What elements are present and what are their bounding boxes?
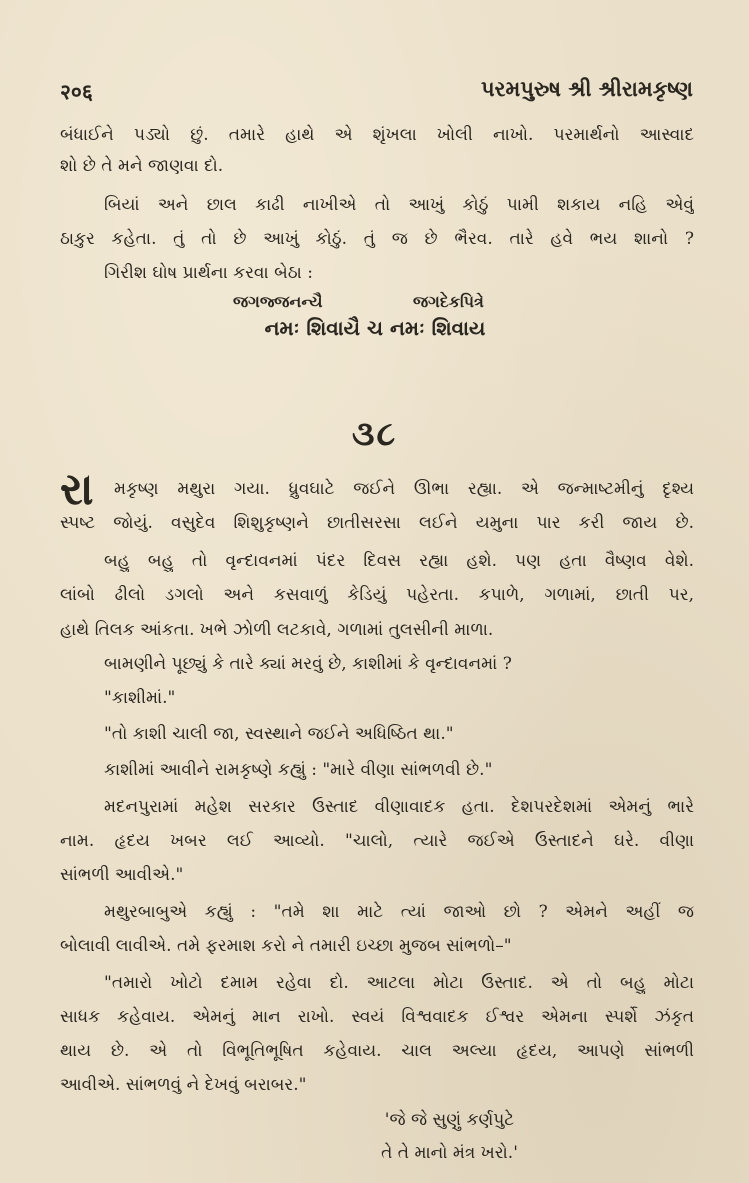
invocation-right: જગદેકપિત્રે [413, 292, 484, 311]
text-line: નામ. હૃદય ખબર લઈ આવ્યો. "ચાલો, ત્યારે જઈએ ઉસ્તાદને ઘરે. વીણા [60, 831, 694, 851]
text-line: "તમારો ખોટો દમામ રહેવા દો. આટલા મોટા ઉસ્તાદ. એ તો બહુ મોટા [104, 973, 694, 993]
text-line: "કાશીમાં." [104, 688, 176, 708]
text-line: કાશીમાં આવીને રામકૃષ્ણે કહ્યું : "મારે વીણા સાંભળવી છે." [104, 760, 493, 780]
text-line: ઠાકુર કહેતા. તું તો છે આખું કોઠું. તું જ છે ભૈરવ. તારે હવે ભય શાનો ? [60, 229, 694, 249]
text-line: બામણીને પૂછ્યું કે તારે ક્યાં મરવું છે, કાશીમાં કે વૃન્દાવનમાં ? [104, 654, 512, 674]
invocation-line: નમઃ શિવાયૈ ચ નમઃ શિવાય [264, 316, 486, 340]
text-line: ગિરીશ ઘોષ પ્રાર્થના કરવા બેઠા : [104, 263, 313, 283]
text-line: સાંભળી આવીએ." [60, 865, 184, 885]
text-line: લાંબો ઢીલો ડગલો અને કસવાળું કેડિયું પહેરતા. કપાળે, ગળામાં, છાતી પર, [60, 585, 694, 605]
text-line: હાથે તિલક આંકતા. ખભે ઝોળી લટકાવે, ગળામાં તુલસીની માળા. [60, 620, 494, 640]
verse-line: 'જે જે સુણું કર્ણપુટે [384, 1110, 515, 1130]
running-title: પરમપુરુષ શ્રી શ્રીરામકૃષ્ણ [480, 76, 693, 101]
invocation-left: જગજ્જનન્યૈ [233, 292, 323, 311]
text-line: બંધાઈને પડ્યો છું. તમારે હાથે એ શૃંખલા ખોલી નાખો. પરમાર્થનો આસ્વાદ [60, 125, 694, 145]
chapter-number: ૩૮ [351, 414, 398, 454]
text-line: થાય છે. એ તો વિભૂતિભૂષિત કહેવાય. ચાલ અલ્યા હૃદય, આપણે સાંભળી [60, 1041, 694, 1061]
text-line: આવીએ. સાંભળવું ને દેખવું બરાબર." [60, 1075, 307, 1095]
text-line: શો છે તે મને જાણવા દો. [60, 156, 224, 176]
text-line: મદનપુરામાં મહેશ સરકાર ઉસ્તાદ વીણાવાદક હતા. દેશપરદેશમાં એમનું ભારે [104, 797, 694, 817]
text-line: "તો કાશી ચાલી જા, સ્વસ્થાને જઈને અધિષ્ઠિત થા." [104, 724, 454, 744]
text-line: બિયાં અને છાલ કાઢી નાખીએ તો આખું કોઠું પામી શકાય નહિ એવું [104, 195, 694, 215]
text-line: મકૃષ્ણ મથુરા ગયા. ધ્રુવઘાટે જઈને ઊભા રહ્યા. એ જન્માષ્ટમીનું દૃશ્ય [114, 479, 694, 499]
page-number: २०६ [60, 79, 93, 104]
text-line: બોલાવી લાવીએ. તમે ફરમાશ કરો ને તમારી ઇચ્છા મુજબ સાંભળો–" [60, 936, 512, 956]
verse-line: તે તે માનો મંત્ર ખરો.' [381, 1143, 518, 1163]
text-line: મથુરબાબુએ કહ્યું : "તમે શા માટે ત્યાં જાઓ છો ? એમને અહીં જ [104, 902, 694, 922]
text-line: સ્પષ્ટ જોયું. વસુદેવ શિશુકૃષ્ણને છાતીસરસા લઈને યમુના પાર કરી જાય છે. [60, 513, 694, 533]
text-line: સાધક કહેવાય. એમનું માન રાખો. સ્વયં વિશ્વવાદક ઈશ્વર એમના સ્પર્શે ઝંકૃત [60, 1007, 694, 1027]
drop-cap: રા [60, 464, 94, 515]
text-line: બહુ બહુ તો વૃન્દાવનમાં પંદર દિવસ રહ્યા હશે. પણ હતા વૈષ્ણવ વેશે. [104, 551, 694, 571]
